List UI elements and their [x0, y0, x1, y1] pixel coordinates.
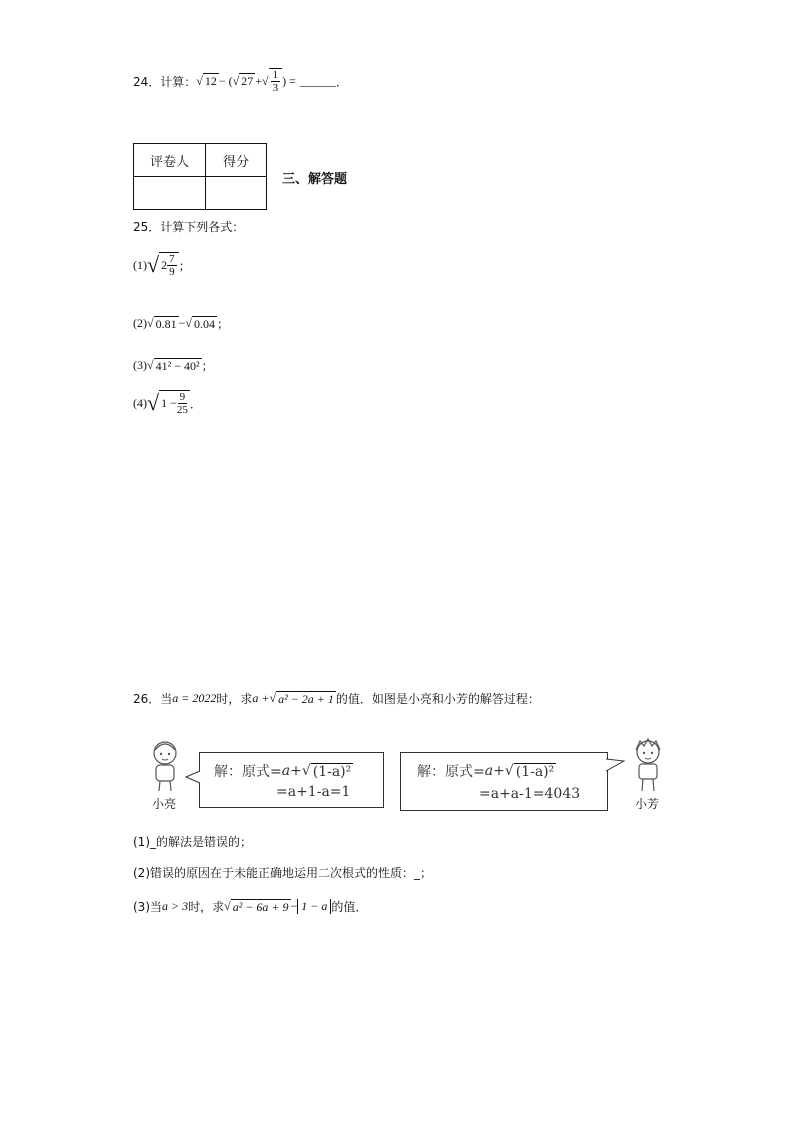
frac-num: 9 [179, 391, 186, 403]
q25-item-2-op: − [178, 316, 186, 330]
sqrt-sign-icon: √ [185, 316, 192, 330]
sqrt-sign-icon: √ [232, 73, 240, 88]
sqrt-sign-icon: √ [147, 390, 160, 415]
q26-part-3-end: 的值． [331, 900, 368, 914]
xiaofang-line-1-a: a+ [484, 763, 505, 779]
q25-stem: 25．计算下列各式： [133, 220, 245, 234]
sqrt-sign-icon: √ [147, 316, 154, 330]
sqrt-sign-icon: √ [262, 73, 269, 88]
q24-answer-blank[interactable]: ______ [299, 73, 336, 88]
q25-item-4-fraction [177, 391, 188, 416]
xiaoliang-avatar-icon [144, 738, 186, 794]
q25-item-1-radicand [159, 252, 179, 278]
q25-item-3-radicand: 41² − 40² [155, 358, 200, 373]
score-table-cell-score[interactable] [206, 177, 267, 210]
xiaofang-line-1-prefix: 解：原式= [417, 764, 485, 780]
q24-expression [196, 68, 348, 94]
q25-item-3 [133, 357, 214, 374]
q25-item-1-end: ； [178, 258, 191, 273]
q26-expr-a: a + [252, 691, 270, 705]
q26-part-1: (1)_的解法是错误的； [133, 835, 252, 849]
sqrt-sign-icon: √ [196, 73, 203, 88]
xiaofang-avatar-icon [626, 737, 670, 795]
q25-item-2-radicand-a: 0.81 [155, 316, 177, 331]
xiaoliang-line-1 [214, 761, 353, 781]
xiaofang-line-1-radicand: (1-a)² [515, 763, 555, 780]
xiaoliang-name: 小亮 [152, 797, 177, 811]
xiaofang-speech-bubble [400, 752, 608, 811]
score-table-header-score: 得分 [206, 144, 267, 177]
sqrt-sign-icon: √ [504, 763, 514, 779]
q25-item-2-end: ； [216, 317, 229, 331]
sqrt-sign-icon: √ [147, 252, 160, 277]
q24-frac-den: 3 [272, 82, 279, 94]
q24-fraction [269, 68, 283, 94]
q24-prefix: 24．计算： [133, 74, 197, 89]
sqrt-sign-icon: √ [224, 899, 231, 913]
q26-post: 的值．如图是小亮和小芳的解答过程： [335, 692, 540, 706]
q26-part-3-mid: 时，求 [188, 900, 225, 914]
xiaofang-line-2: =a+a-1=4043 [479, 786, 581, 802]
q24-radicand-12: 12 [204, 74, 217, 88]
q25-item-3-end: ； [201, 359, 214, 373]
sqrt-sign-icon: √ [301, 763, 311, 779]
q25-item-2-label: (2) [133, 316, 147, 330]
frac-den: 9 [169, 266, 175, 278]
score-table-header-grader: 评卷人 [134, 144, 206, 177]
sqrt-sign-icon: √ [147, 358, 154, 372]
q25-item-2 [133, 315, 229, 332]
q25-item-4-radicand [159, 390, 190, 416]
q26-part-3-absolute: 1 − a [297, 899, 331, 914]
q25-item-3-label: (3) [133, 358, 147, 372]
xiaofang-line-1 [417, 761, 556, 781]
section-title: 三、解答题 [282, 172, 348, 187]
q26-expr-radicand: a² − 2a + 1 [278, 691, 334, 706]
bubble-tail-right-icon [605, 758, 625, 772]
q25-item-4-end: ． [189, 396, 202, 411]
q24-op: − ( [218, 73, 233, 88]
xiaofang-name: 小芳 [635, 797, 660, 811]
q25-item-1-label: (1) [133, 257, 147, 272]
xiaoliang-line-2: =a+1-a=1 [276, 784, 351, 800]
q24-end: ． [335, 74, 348, 89]
q25-item-1 [133, 252, 191, 278]
q26-pre: 26．当 [133, 692, 173, 706]
q25-item-2-radicand-b: 0.04 [193, 316, 215, 331]
q26-part-3-radicand: a² − 6a + 9 [232, 899, 289, 914]
xiaoliang-line-1-a: a+ [281, 763, 302, 779]
q25-item-4 [133, 390, 202, 416]
q24-plus: + [255, 73, 263, 88]
score-table-cell-grader[interactable] [134, 177, 206, 210]
q24-frac-num: 1 [272, 69, 279, 81]
mixed-fraction [167, 253, 177, 278]
bubble-tail-left-icon [185, 770, 201, 784]
q26-part-3-pre: (3)当 [133, 900, 162, 914]
q26-part-3-condition: a > 3 [162, 899, 189, 913]
q26-part-2: (2)错误的原因在于未能正确地运用二次根式的性质：_； [133, 866, 433, 880]
score-table [133, 143, 267, 210]
q25-item-4-label: (4) [133, 395, 147, 410]
question-24 [133, 68, 348, 94]
frac-num: 7 [169, 253, 175, 265]
q25-item-4-one: 1 − [161, 396, 177, 410]
frac-den: 25 [176, 404, 188, 416]
q24-radicand-27: 27 [241, 74, 254, 88]
xiaoliang-line-1-prefix: 解：原式= [214, 764, 282, 780]
q26-part-3-op: − [290, 899, 298, 913]
sqrt-sign-icon: √ [269, 691, 277, 705]
q26-part-3 [133, 898, 367, 915]
q24-tail: ) = [282, 73, 296, 88]
q26-condition: a = 2022 [172, 691, 217, 705]
xiaoliang-speech-bubble [199, 752, 384, 808]
q26-mid: 时，求 [216, 692, 253, 706]
q26-stem [133, 690, 540, 707]
mixed-whole: 2 [161, 258, 168, 272]
xiaoliang-line-1-radicand: (1-a)² [312, 763, 352, 780]
